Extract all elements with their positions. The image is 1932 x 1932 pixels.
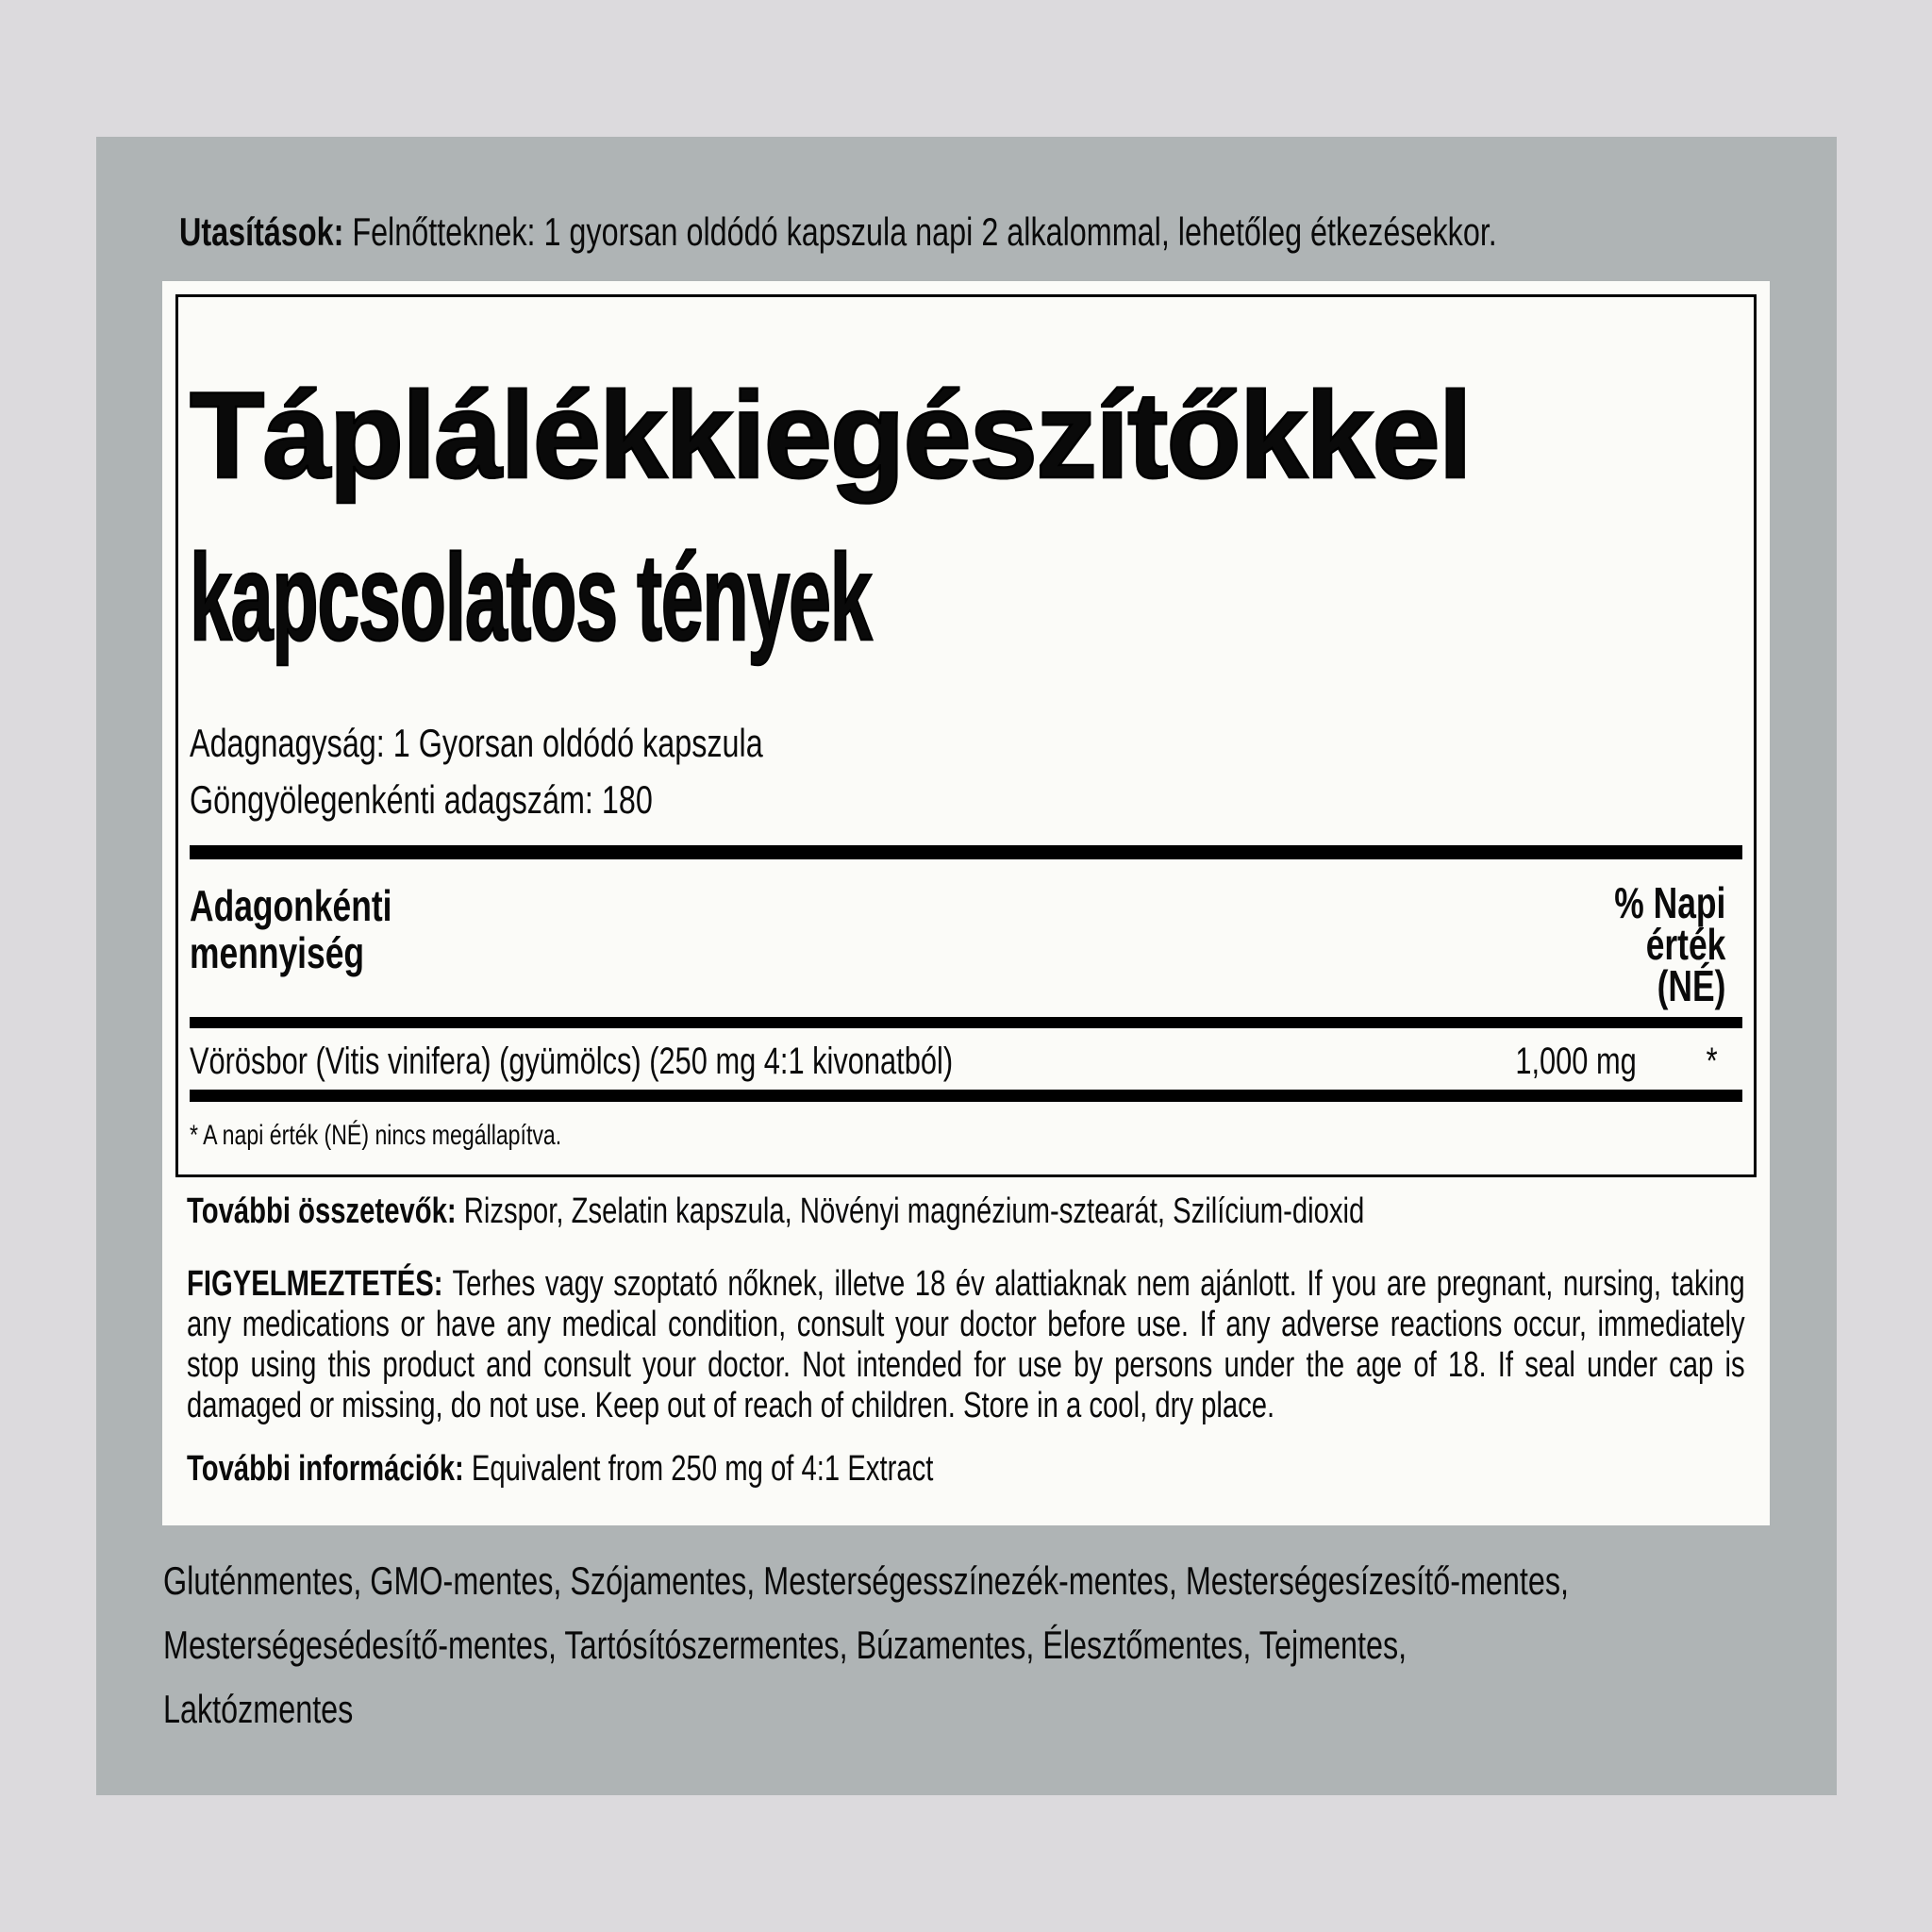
amount-header-line2: mennyiség <box>190 928 365 977</box>
divider-bar-thin <box>190 1017 1742 1028</box>
facts-title-line1: Táplálékkiegészítőkkel <box>190 366 1471 504</box>
free-from-claims: Gluténmentes, GMO-mentes, Szójamentes, Mesterségesszínezék-mentes, Mesterségesízesítő-mentes, Mesterségesédesítő-mentes, Tartósítószermentes, Búzamentes, Élesztőmentes, Tejmentes, Laktózmentes <box>163 1558 1570 1731</box>
other-ingredients-line <box>187 1191 1751 1232</box>
ingredient-name: Vörösbor (Vitis vinifera) (gyümölcs) (250 mg 4:1 kivonatból) <box>190 1041 954 1082</box>
ingredient-daily-value: * <box>1707 1041 1718 1082</box>
directions-lead: Utasítások: <box>179 209 344 254</box>
dv-header-line2: érték <box>1645 920 1725 969</box>
warning-paragraph <box>187 1264 1745 1426</box>
serving-size: Adagnagyság: 1 Gyorsan oldódó kapszula <box>190 721 763 765</box>
directions-text: Felnőtteknek: 1 gyorsan oldódó kapszula napi 2 alkalommal, lehetőleg étkezésekkor. <box>343 209 1497 254</box>
daily-value-footnote: * A napi érték (NÉ) nincs megállapítva. <box>190 1120 562 1151</box>
daily-value-header <box>1581 878 1725 1010</box>
facts-title <box>190 354 1742 678</box>
supplement-label-panel <box>96 137 1837 1795</box>
amount-per-serving-header <box>190 882 453 1007</box>
directions-line <box>179 210 1497 254</box>
facts-table-header <box>190 878 1742 1010</box>
additional-info-line <box>187 1448 1751 1490</box>
dv-header-line3: (NÉ) <box>1657 961 1725 1010</box>
additional-info-lead: További információk: <box>187 1449 464 1489</box>
warning-lead: FIGYELMEZTETÉS: <box>187 1264 443 1304</box>
divider-bar-thick <box>190 845 1742 859</box>
divider-bar-bottom <box>190 1090 1742 1102</box>
dv-header-line1: % Napi <box>1613 878 1725 927</box>
serving-info <box>190 715 1742 828</box>
warning-text: Terhes vagy szoptató nőknek, illetve 18 év alattiaknak nem ajánlott. If you are pregnant, nursing, taking any medications or have any medical condition, consult your doctor before use. If any adverse reactions occur, immediately stop using this product and consult your doctor. Not intended for use by persons under the age of 18. If seal under cap is damaged or missing, do not use. Keep out of reach of children. Store in a cool, dry place. <box>187 1264 1745 1425</box>
servings-per-container: Göngyölegenkénti adagszám: 180 <box>190 777 653 822</box>
ingredient-amount: 1,000 mg <box>1515 1041 1637 1082</box>
facts-white-panel <box>162 281 1770 1525</box>
label-sections <box>187 1191 1751 1490</box>
amount-header-line1: Adagonkénti <box>190 881 392 930</box>
other-ingredients-text: Rizspor, Zselatin kapszula, Növényi magnézium-sztearát, Szilícium-dioxid <box>456 1191 1365 1231</box>
facts-title-line2: kapcsolatos tények <box>190 528 872 666</box>
ingredient-row <box>190 1041 1742 1082</box>
supplement-facts-box <box>175 294 1757 1177</box>
other-ingredients-lead: További összetevők: <box>187 1191 457 1231</box>
additional-info-text: Equivalent from 250 mg of 4:1 Extract <box>463 1449 934 1489</box>
